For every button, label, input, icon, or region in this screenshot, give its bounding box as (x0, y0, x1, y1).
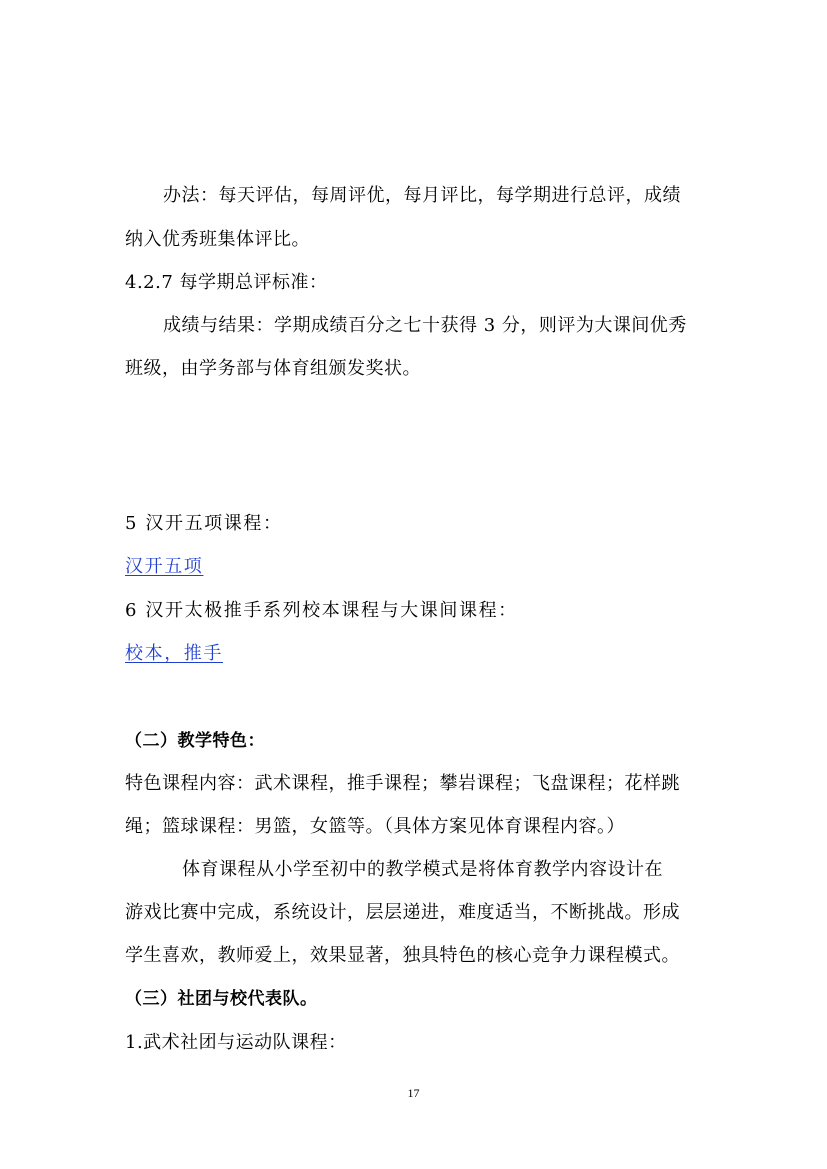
page-number: 17 (407, 1086, 420, 1100)
course-5-link-row (125, 555, 705, 579)
pe-paragraph-line-2: 游戏比赛中完成，系统设计，层层递进，难度适当，不断挑战。形成 (125, 902, 680, 923)
course-6-link[interactable]: 校本，推手 (125, 643, 223, 664)
course-6-link-row (125, 642, 705, 666)
result-paragraph-line-1: 成绩与结果：学期成绩百分之七十获得 3 分，则评为大课间优秀 (163, 315, 687, 336)
pe-paragraph-line-3: 学生喜欢，教师爱上，效果显著，独具特色的核心竞争力课程模式。 (125, 945, 680, 966)
pe-paragraph-line-1: 体育课程从小学至初中的教学模式是将体育教学内容设计在 (182, 859, 663, 880)
course-5-link[interactable]: 汉开五项 (125, 556, 204, 577)
method-paragraph-line-2: 纳入优秀班集体评比。 (125, 229, 310, 250)
item-1-heading: 1.武术社团与运动队课程： (125, 1032, 347, 1053)
feature-paragraph-line-2: 绳；篮球课程：男篮，女篮等。（具体方案见体育课程内容。） (125, 816, 625, 837)
course-5-heading: 5 汉开五项课程： (125, 513, 283, 534)
result-paragraph-line-2: 班级，由学务部与体育组颁发奖状。 (125, 358, 421, 379)
section-3-heading: （三）社团与校代表队。 (125, 989, 318, 1009)
section-2-heading: （二）教学特色： (125, 731, 265, 751)
feature-paragraph-line-1: 特色课程内容：武术课程，推手课程；攀岩课程；飞盘课程；花样跳 (125, 773, 680, 794)
course-6-heading: 6 汉开太极推手系列校本课程与大课间课程： (125, 600, 518, 621)
heading-4-2-7: 4.2.7 每学期总评标准： (125, 272, 328, 293)
method-paragraph-line-1: 办法：每天评估，每周评优，每月评比，每学期进行总评，成绩 (163, 185, 681, 206)
